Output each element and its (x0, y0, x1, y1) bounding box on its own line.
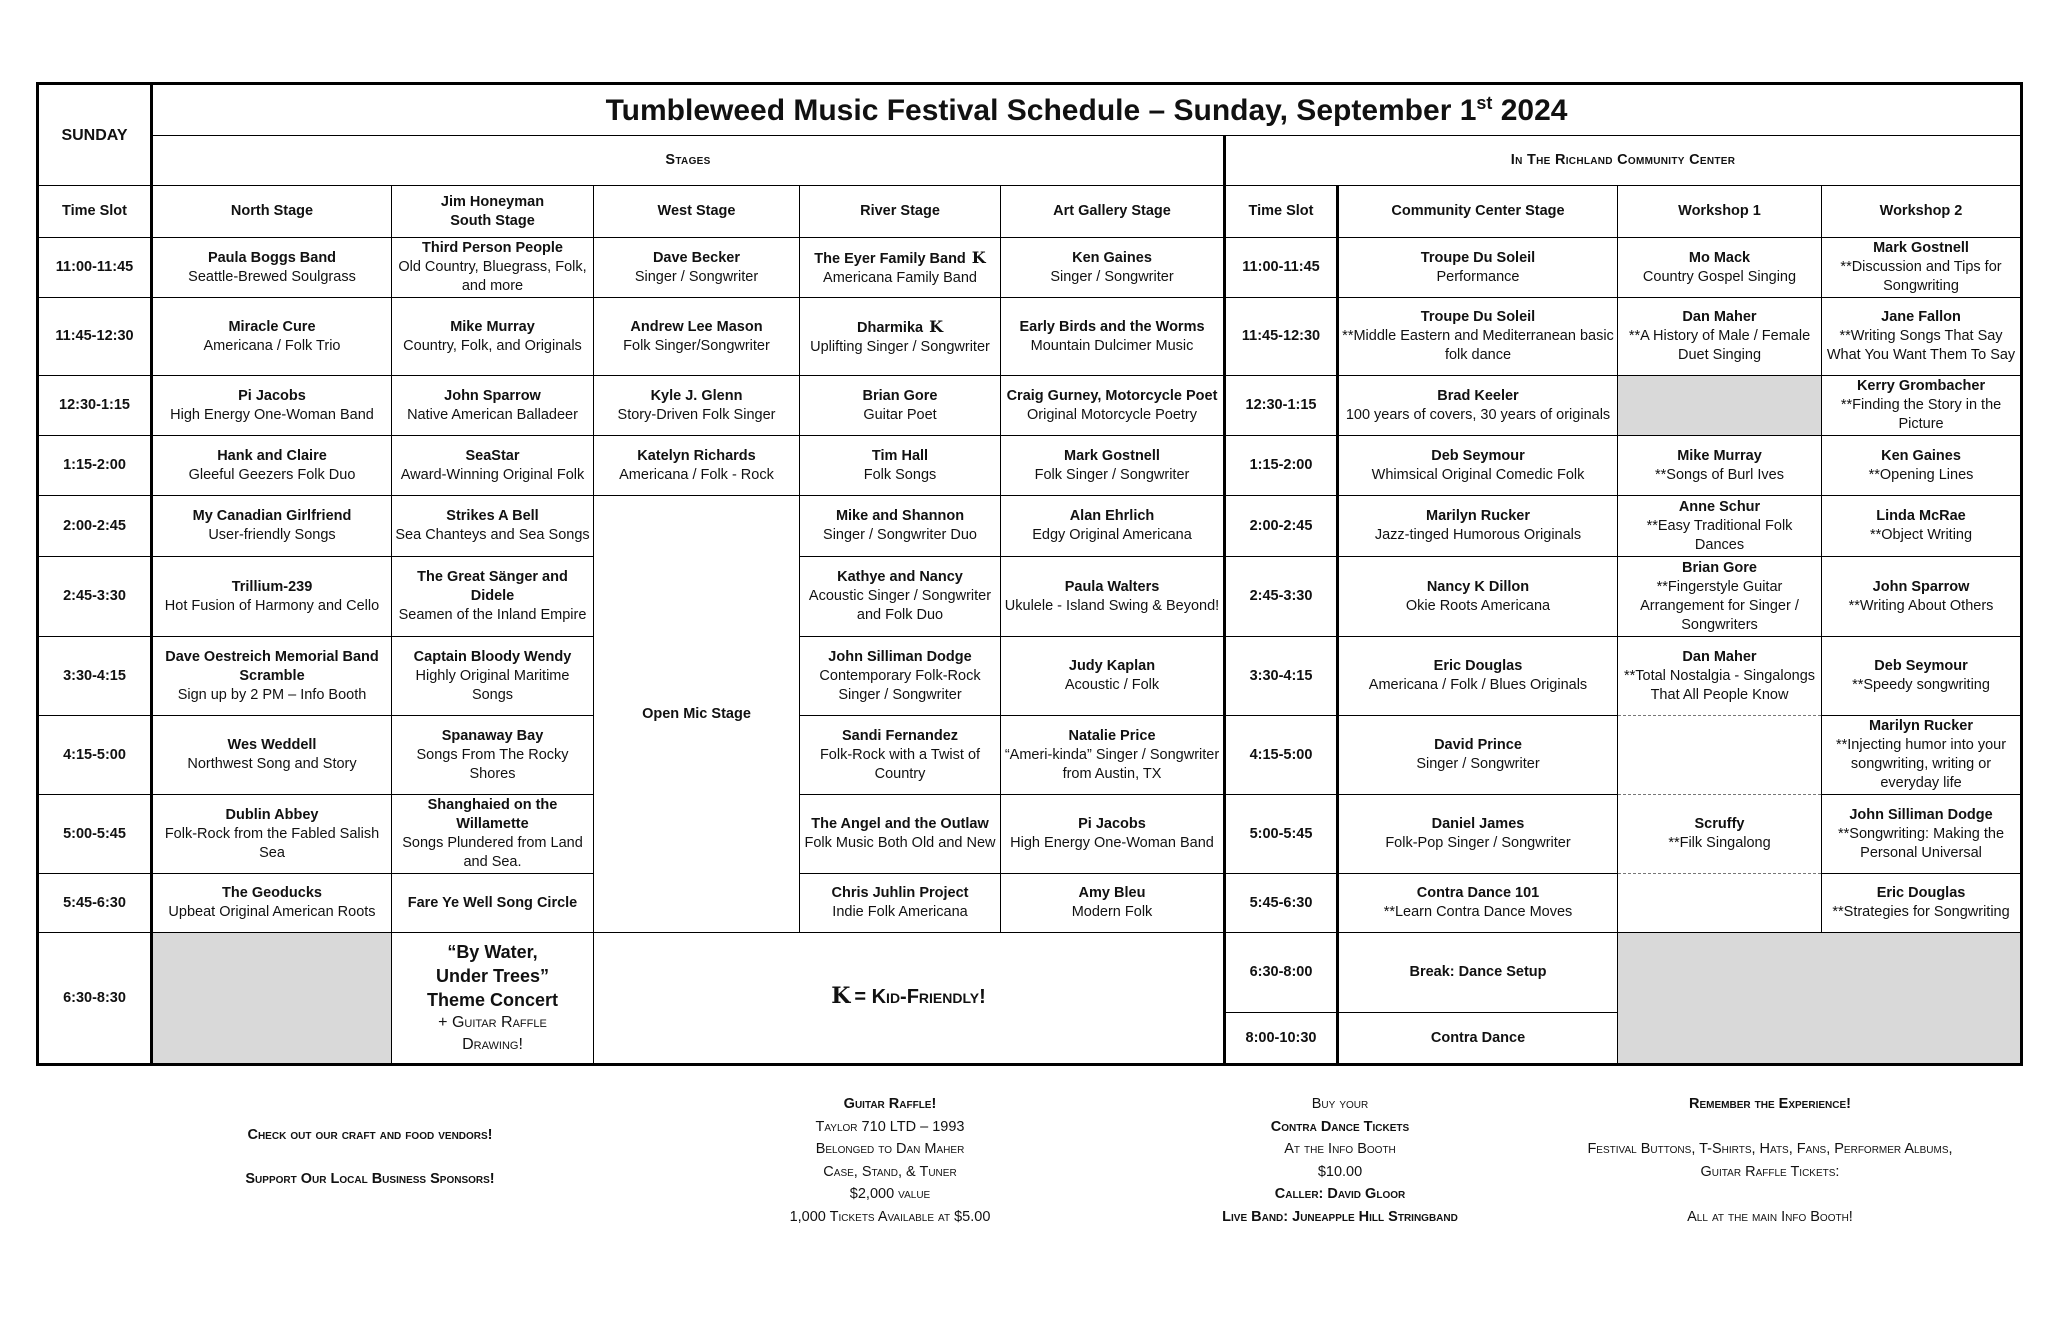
workshop-2-session: Jane Fallon **Writing Songs That Say What You Want Them To Say (1822, 298, 2022, 376)
festival-schedule-table (36, 82, 2023, 1066)
column-header-art-gallery-stage: Art Gallery Stage (1001, 186, 1225, 238)
workshop-1-session: Mike Murray **Songs of Burl Ives (1618, 436, 1822, 496)
south-stage-act: Mike Murray Country, Folk, and Originals (392, 298, 594, 376)
workshop-1-session: Anne Schur **Easy Traditional Folk Dances (1618, 496, 1822, 557)
river-stage-act: Kathye and Nancy Acoustic Singer / Songwriter and Folk Duo (800, 557, 1001, 637)
workshop-1-empty-slot (1618, 716, 1822, 795)
time-slot-evening: 6:30-8:30 (38, 933, 152, 1065)
river-stage-act: John Silliman Dodge Contemporary Folk-Rock Singer / Songwriter (800, 637, 1001, 716)
art-gallery-stage-act: Mark Gostnell Folk Singer / Songwriter (1001, 436, 1225, 496)
workshop-2-session: Mark Gostnell **Discussion and Tips for Songwriting (1822, 238, 2022, 298)
day-label: SUNDAY (38, 84, 152, 186)
workshop-2-session: Deb Seymour **Speedy songwriting (1822, 637, 2022, 716)
workshop-2-session: Linda McRae **Object Writing (1822, 496, 2022, 557)
time-slot: 1:15-2:00 (38, 436, 152, 496)
community-center-act: Daniel James Folk-Pop Singer / Songwriter (1338, 795, 1618, 874)
stages-section-header: Stages (152, 136, 1225, 186)
schedule-row (38, 637, 2022, 716)
river-stage-act: Chris Juhlin Project Indie Folk Americana (800, 874, 1001, 933)
workshop-2-session: John Sparrow **Writing About Others (1822, 557, 2022, 637)
time-slot: 8:00-10:30 (1225, 1013, 1338, 1065)
south-stage-act: Fare Ye Well Song Circle (392, 874, 594, 933)
community-center-act: Brad Keeler 100 years of covers, 30 years of originals (1338, 376, 1618, 436)
river-stage-act: Tim Hall Folk Songs (800, 436, 1001, 496)
schedule-row (38, 557, 2022, 637)
kid-friendly-icon: K (971, 247, 986, 267)
schedule-title: Tumbleweed Music Festival Schedule – Sunday, September 1st 2024 (152, 84, 2022, 136)
north-stage-empty-slot (152, 933, 392, 1065)
river-stage-act: Sandi Fernandez Folk-Rock with a Twist of Country (800, 716, 1001, 795)
theme-concert: “By Water, Under Trees” Theme Concert + Guitar Raffle Drawing! (392, 933, 594, 1065)
schedule-row (38, 496, 2022, 557)
workshop-2-session: Kerry Grombacher **Finding the Story in the Picture (1822, 376, 2022, 436)
art-gallery-stage-act: Pi Jacobs High Energy One-Woman Band (1001, 795, 1225, 874)
workshop-1-empty-slot (1618, 874, 1822, 933)
time-slot: 11:45-12:30 (38, 298, 152, 376)
west-stage-act: Kyle J. Glenn Story-Driven Folk Singer (594, 376, 800, 436)
kid-friendly-icon: K (929, 316, 943, 336)
contra-dance-tickets-info: Buy your Contra Dance Tickets At the Info Booth $10.00 Caller: David Gloor Live Band: Juneapple Hill Stringband (1222, 1096, 1458, 1225)
west-stage-act: Katelyn Richards Americana / Folk - Rock (594, 436, 800, 496)
workshop-1-session: Mo Mack Country Gospel Singing (1618, 238, 1822, 298)
time-slot: 11:00-11:45 (1225, 238, 1338, 298)
north-stage-act: Paula Boggs Band Seattle-Brewed Soulgrass (152, 238, 392, 298)
workshop-1-empty-slot (1618, 376, 1822, 436)
time-slot: 11:45-12:30 (1225, 298, 1338, 376)
art-gallery-stage-act: Natalie Price “Ameri-kinda” Singer / Songwriter from Austin, TX (1001, 716, 1225, 795)
north-stage-act: Trillium-239 Hot Fusion of Harmony and Cello (152, 557, 392, 637)
schedule-row (38, 298, 2022, 376)
art-gallery-stage-act: Alan Ehrlich Edgy Original Americana (1001, 496, 1225, 557)
community-center-act: David Prince Singer / Songwriter (1338, 716, 1618, 795)
column-header-workshop-1: Workshop 1 (1618, 186, 1822, 238)
art-gallery-stage-act: Judy Kaplan Acoustic / Folk (1001, 637, 1225, 716)
time-slot: 2:45-3:30 (38, 557, 152, 637)
time-slot: 1:15-2:00 (1225, 436, 1338, 496)
dance-setup-break: Break: Dance Setup (1338, 933, 1618, 1013)
community-center-act: Troupe Du Soleil **Middle Eastern and Mediterranean basic folk dance (1338, 298, 1618, 376)
column-header-north-stage: North Stage (152, 186, 392, 238)
workshop-2-session: Marilyn Rucker **Injecting humor into your songwriting, writing or everyday life (1822, 716, 2022, 795)
south-stage-act: John Sparrow Native American Balladeer (392, 376, 594, 436)
north-stage-act: Dave Oestreich Memorial Band Scramble Sign up by 2 PM – Info Booth (152, 637, 392, 716)
art-gallery-stage-act: Paula Walters Ukulele - Island Swing & Beyond! (1001, 557, 1225, 637)
merchandise-info: Remember the Experience! Festival Buttons, T-Shirts, Hats, Fans, Performer Albums, Guitar Raffle Tickets: All at the main Info Booth! (1587, 1096, 1953, 1225)
workshop-1-session: Brian Gore **Fingerstyle Guitar Arrangement for Singer / Songwriters (1618, 557, 1822, 637)
community-center-act: Marilyn Rucker Jazz-tinged Humorous Originals (1338, 496, 1618, 557)
schedule-row (38, 238, 2022, 298)
river-stage-act: Dharmika K Uplifting Singer / Songwriter (800, 298, 1001, 376)
art-gallery-stage-act: Ken Gaines Singer / Songwriter (1001, 238, 1225, 298)
river-stage-act: The Angel and the Outlaw Folk Music Both Old and New (800, 795, 1001, 874)
workshop-2-session: Ken Gaines **Opening Lines (1822, 436, 2022, 496)
schedule-row (38, 436, 2022, 496)
time-slot: 5:45-6:30 (38, 874, 152, 933)
west-stage-act: Dave Becker Singer / Songwriter (594, 238, 800, 298)
west-stage-act: Andrew Lee Mason Folk Singer/Songwriter (594, 298, 800, 376)
north-stage-act: Pi Jacobs High Energy One-Woman Band (152, 376, 392, 436)
north-stage-act: Miracle Cure Americana / Folk Trio (152, 298, 392, 376)
south-stage-act: Third Person People Old Country, Bluegrass, Folk, and more (392, 238, 594, 298)
south-stage-act: The Great Sänger and Didele Seamen of the Inland Empire (392, 557, 594, 637)
art-gallery-stage-act: Craig Gurney, Motorcycle Poet Original Motorcycle Poetry (1001, 376, 1225, 436)
column-header-time-slot: Time Slot (38, 186, 152, 238)
workshop-1-session: Dan Maher **Total Nostalgia - Singalongs That All People Know (1618, 637, 1822, 716)
time-slot: 3:30-4:15 (1225, 637, 1338, 716)
column-header-community-center-stage: Community Center Stage (1338, 186, 1618, 238)
time-slot: 4:15-5:00 (38, 716, 152, 795)
schedule-row (38, 795, 2022, 874)
art-gallery-stage-act: Amy Bleu Modern Folk (1001, 874, 1225, 933)
schedule-row (38, 376, 2022, 436)
time-slot: 12:30-1:15 (38, 376, 152, 436)
time-slot: 2:45-3:30 (1225, 557, 1338, 637)
time-slot: 4:15-5:00 (1225, 716, 1338, 795)
south-stage-act: Shanghaied on the Willamette Songs Plundered from Land and Sea. (392, 795, 594, 874)
time-slot: 11:00-11:45 (38, 238, 152, 298)
community-center-act: Deb Seymour Whimsical Original Comedic Folk (1338, 436, 1618, 496)
time-slot: 2:00-2:45 (38, 496, 152, 557)
river-stage-act: The Eyer Family Band K Americana Family Band (800, 238, 1001, 298)
time-slot: 6:30-8:00 (1225, 933, 1338, 1013)
community-center-section-header: In The Richland Community Center (1225, 136, 2022, 186)
north-stage-act: Dublin Abbey Folk-Rock from the Fabled Salish Sea (152, 795, 392, 874)
north-stage-act: Hank and Claire Gleeful Geezers Folk Duo (152, 436, 392, 496)
workshop-2-session: John Silliman Dodge **Songwriting: Making the Personal Universal (1822, 795, 2022, 874)
workshop-1-session: Scruffy **Filk Singalong (1618, 795, 1822, 874)
river-stage-act: Mike and Shannon Singer / Songwriter Duo (800, 496, 1001, 557)
time-slot: 5:00-5:45 (38, 795, 152, 874)
time-slot: 3:30-4:15 (38, 637, 152, 716)
community-center-act: Troupe Du Soleil Performance (1338, 238, 1618, 298)
north-stage-act: The Geoducks Upbeat Original American Roots (152, 874, 392, 933)
contra-dance: Contra Dance (1338, 1013, 1618, 1065)
workshop-1-session: Dan Maher **A History of Male / Female Duet Singing (1618, 298, 1822, 376)
south-stage-act: Strikes A Bell Sea Chanteys and Sea Songs (392, 496, 594, 557)
community-center-act: Nancy K Dillon Okie Roots Americana (1338, 557, 1618, 637)
south-stage-act: Spanaway Bay Songs From The Rocky Shores (392, 716, 594, 795)
column-header-west-stage: West Stage (594, 186, 800, 238)
open-mic-stage: Open Mic Stage (594, 496, 800, 933)
evening-row (38, 933, 2022, 1013)
kid-friendly-legend: K = Kid-Friendly! (594, 933, 1225, 1065)
time-slot: 12:30-1:15 (1225, 376, 1338, 436)
column-header-south-stage: Jim Honeyman South Stage (392, 186, 594, 238)
north-stage-act: My Canadian Girlfriend User-friendly Songs (152, 496, 392, 557)
schedule-row (38, 716, 2022, 795)
art-gallery-stage-act: Early Birds and the Worms Mountain Dulcimer Music (1001, 298, 1225, 376)
schedule-row (38, 874, 2022, 933)
south-stage-act: Captain Bloody Wendy Highly Original Maritime Songs (392, 637, 594, 716)
community-center-act: Eric Douglas Americana / Folk / Blues Originals (1338, 637, 1618, 716)
column-header-river-stage: River Stage (800, 186, 1001, 238)
community-center-act: Contra Dance 101 **Learn Contra Dance Moves (1338, 874, 1618, 933)
time-slot: 5:45-6:30 (1225, 874, 1338, 933)
guitar-raffle-info: Guitar Raffle! Taylor 710 LTD – 1993 Belonged to Dan Maher Case, Stand, & Tuner $2,000 value 1,000 Tickets Available at $5.00 (789, 1096, 991, 1225)
sponsors-note: Support Our Local Business Sponsors! (245, 1171, 495, 1187)
time-slot: 2:00-2:45 (1225, 496, 1338, 557)
time-slot: 5:00-5:45 (1225, 795, 1338, 874)
vendors-note: Check out our craft and food vendors! (247, 1127, 493, 1143)
south-stage-act: SeaStar Award-Winning Original Folk (392, 436, 594, 496)
kid-friendly-icon: K (831, 983, 851, 1009)
workshop-2-session: Eric Douglas **Strategies for Songwriting (1822, 874, 2022, 933)
column-header-time-slot-2: Time Slot (1225, 186, 1338, 238)
river-stage-act: Brian Gore Guitar Poet (800, 376, 1001, 436)
north-stage-act: Wes Weddell Northwest Song and Story (152, 716, 392, 795)
column-header-workshop-2: Workshop 2 (1822, 186, 2022, 238)
workshops-closed (1618, 933, 2022, 1065)
